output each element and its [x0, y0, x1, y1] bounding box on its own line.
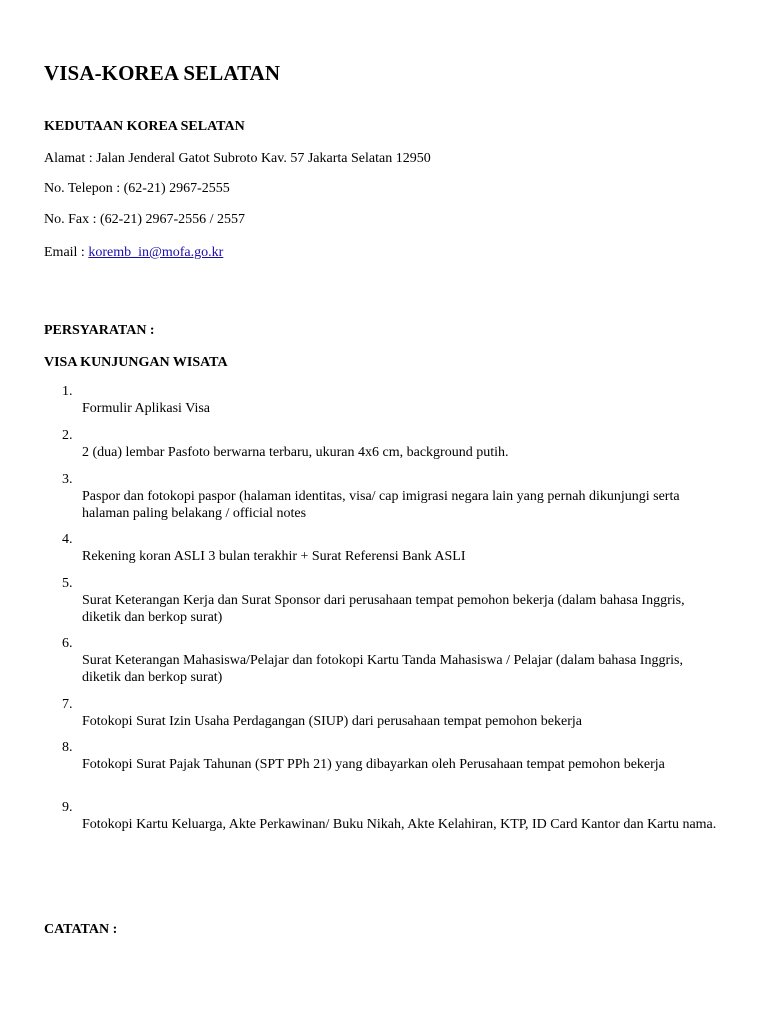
list-item-number: 4.	[62, 532, 73, 547]
list-item-number: 9.	[62, 800, 73, 815]
list-item-number: 3.	[62, 472, 73, 487]
list-item-text: 2 (dua) lembar Pasfoto berwarna terbaru, ukuran 4x6 cm, background putih.	[82, 445, 509, 460]
requirements-subheading: VISA KUNJUNGAN WISATA	[44, 355, 228, 370]
list-item-text: Rekening koran ASLI 3 bulan terakhir + Surat Referensi Bank ASLI	[82, 549, 466, 564]
email-link[interactable]: koremb_in@mofa.go.kr	[88, 245, 224, 260]
list-item-number: 7.	[62, 697, 73, 712]
list-item-number: 2.	[62, 428, 73, 443]
list-item-text: Fotokopi Surat Izin Usaha Perdagangan (SIUP) dari perusahaan tempat pemohon bekerja	[82, 714, 582, 729]
embassy-heading: KEDUTAAN KOREA SELATAN	[44, 119, 245, 134]
email-label: Email :	[44, 245, 89, 260]
list-item-number: 6.	[62, 636, 73, 651]
requirements-heading: PERSYARATAN :	[44, 323, 155, 338]
list-item-number: 5.	[62, 576, 73, 591]
document-title: VISA-KOREA SELATAN	[44, 61, 281, 85]
list-item-text: Surat Keterangan Mahasiswa/Pelajar dan fotokopi Kartu Tanda Mahasiswa / Pelajar (dalam bahasa Inggris, diketik dan berkop surat)	[82, 653, 683, 685]
embassy-address: Alamat : Jalan Jenderal Gatot Subroto Kav. 57 Jakarta Selatan 12950	[44, 151, 431, 166]
list-item-number: 8.	[62, 740, 73, 755]
embassy-phone: No. Telepon : (62-21) 2967-2555	[44, 181, 230, 196]
list-item-text: Formulir Aplikasi Visa	[82, 401, 211, 416]
list-item-number: 1.	[62, 384, 73, 399]
notes-heading: CATATAN :	[44, 922, 118, 937]
list-item-text: Paspor dan fotokopi paspor (halaman identitas, visa/ cap imigrasi negara lain yang pernah dikunjungi serta halaman paling belakang / official notes	[82, 489, 680, 521]
list-item-text: Fotokopi Kartu Keluarga, Akte Perkawinan/ Buku Nikah, Akte Kelahiran, KTP, ID Card Kantor dan Kartu nama.	[82, 817, 717, 832]
embassy-email-line	[44, 244, 223, 262]
list-item-text: Surat Keterangan Kerja dan Surat Sponsor dari perusahaan tempat pemohon bekerja (dalam bahasa Inggris, diketik dan berkop surat)	[82, 593, 685, 625]
list-item-text: Fotokopi Surat Pajak Tahunan (SPT PPh 21) yang dibayarkan oleh Perusahaan tempat pemohon bekerja	[82, 757, 665, 772]
embassy-fax: No. Fax : (62-21) 2967-2556 / 2557	[44, 212, 246, 227]
